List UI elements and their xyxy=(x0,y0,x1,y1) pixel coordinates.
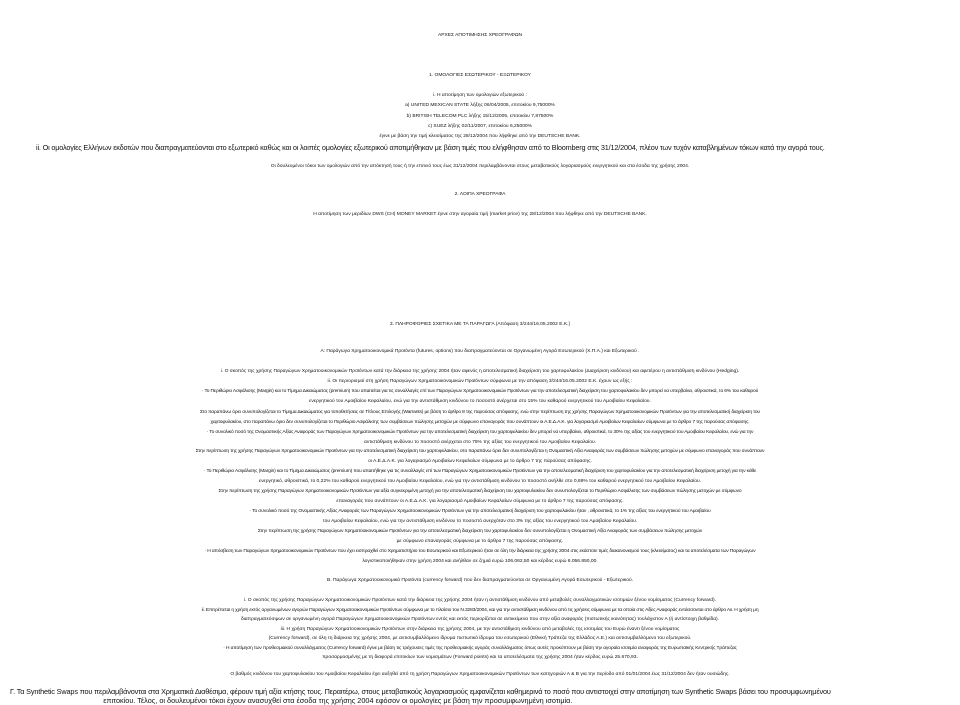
section-1-interest: Οι δουλευμένοι τόκοι των ομολογιών από την απόκτησή τους ή την επιτειό τους έως 31/12/2004 περιλαμβάνονται στους μεταβατικούς λογαριασμούς ενεργητικού και στα έσοδα της χρήσης 2004. xyxy=(270,164,690,169)
section-2-heading: 2. ΛΟΙΠΑ ΧΡΕΟΓΡΑΦΑ xyxy=(454,192,506,197)
text-line: · Το Περιθώριο Ασφάλισης (Margin) και το Τίμημα Δικαιώματος (premium) που απαιτείται για τις συναλλαγές επί των Παραγώγων Χρηματοοικονομικών Προϊόντων για την αποτελεσματική διαχείριση του χαρτοφυλακίου δεν μπορεί να υπερβαίνει, αθροιστικά, το 6% του καθαρού xyxy=(201,389,759,394)
risk-statement: Ο βαθμός κινδύνου του χαρτοφυλακίου του Αμοιβαίου Κεφαλαίου έχει αυξηθεί από τη χρήση Παραγώγων Χρηματοοικονομικών Προϊόντων των κατηγοριών Α & Β για την περίοδο από 01/01/2004 έως 31/12/2004 δεν ήταν ουσιώδης. xyxy=(230,672,730,677)
text-line: ενεργητικού του Αμοιβαίου Κεφαλαίου, ενώ για την αντιστάθμιση κινδύνου το ποσοστό ανέρχεται στο 15% του καθαρού ενεργητικού του Αμοιβαίου Κεφαλαίου. xyxy=(309,399,651,404)
text-line: Στην περίπτωση της χρήσης Παραγώγων Χρηματοοικονομικών Προϊόντων για αξία συγκεκριμένη μετοχή για την αποτελεσματική διαχείριση του χαρτοφυλακίου δεν συνυπολογίζεται το Περιθώριο Ασφάλισης των συμβάσεων πώλησης μετοχών με σύμφωνο xyxy=(218,489,742,494)
text-line: · Το συνολικό ποσό της Ονομαστικής Αξίας Αναφοράς των Παραγώγων Χρηματοοικονομικών Προϊόντων για την αποτελεσματική διαχείριση του χαρτοφυλακίου ήταν , αθροιστικά, το 1% της αξίας του ενεργητικού του Αμοιβαίου xyxy=(249,509,711,514)
section-2-text: Η αποτίμηση των μεριδίων DWS (CH) MONEY MARKET έγινε στην αγοραία τιμή (market price) της 28/12/2004 που λήφθηκε από την DEUTSCHE BANK. xyxy=(313,212,647,217)
text-line: Στην περίπτωση της χρήσης Παραγώγων Χρηματοοικονομικών Προϊόντων για την αποτελεσματική διαχείριση του χαρτοφυλακίου, στο παραπάνω όριο δεν συνυπολογίζεται η Ονομαστική Αξία Αναφοράς των συμβάσεων πώλησης μετοχών με σύμφωνο επαναγοράς που συνάπτουν xyxy=(195,449,765,454)
list-item: a) UNITED MEXICAN STATE λήξης 06/04/2005, επιτοκίου 9,75000% xyxy=(405,103,555,108)
top-cut-text xyxy=(0,0,960,4)
text-line: Στην περίπτωση της χρήσης Παραγώγων Χρηματοοικονομικών Προϊόντων για την αποτελεσματική διαχείριση του χαρτοφυλακίου δεν συνυπολογίζεται η Ονομαστική Αξία Αναφοράς των συμβάσεων πώλησης μετοχών xyxy=(257,529,703,534)
text-line: Στο παραπάνω όριο συνυπολογίζεται το Τίμημα Δικαιώματος για τοποθετήσεις σε Τίτλους Επιλογής (Warrants) με βάση το άρθρο 8 της παρούσας απόφασης, ενώ στην περίπτωση της χρήσης Παραγώγων Χρηματοοικονομικών Προϊόντων για την αποτελεσματική διαχείριση του xyxy=(200,410,760,415)
section-3-sub-b: B. Παράγωγα Χρηματοοικονομικά Προϊόντα (currency forward) που δεν διαπραγματεύονται σε Οργανωμένη Αγορά Εσωτερικού - Εξωτερικού. xyxy=(326,578,634,583)
text-line: i. Ο σκοπός της χρήσης Παραγώγων Χρηματοοικονομικών Προϊόντων κατά την διάρκεια της χρήσης 2004 ήταν αφενός η αποτελεσματική διαχείριση του χαρτοφυλακίου (Διαχείριση κινδύνου) και αφετέρου η αντιστάθμιση κινδύνου (Hedging). xyxy=(220,369,740,374)
document-title: ΑΡΧΕΣ ΑΠΟΤΙΜΗΣΗΣ ΧΡΕΟΓΡΑΦΩΝ xyxy=(437,33,523,38)
text-line: · Η αποτίμηση των προθεσμιακού συναλλάγματος (Currency forward) έγινε με βάση τις τρέχουσες τιμές της προθεσμιακής αγοράς συναλλάγματος όπως αυτές προκύπτουν με βάση την αγοραία ισοτιμία αναφοράς της Ευρωπαϊκής Κεντρικής Τράπεζας xyxy=(223,646,737,651)
text-line: · Το Περιθώριο Ασφάλισης (Margin) και το Τίμημα Δικαιώματος (premium) που απαιτήθηκε για τις συναλλαγές επί των Παραγώγων Χρηματοοικονομικών Προϊόντων για την αποτελεσματική διαχείριση του χαρτοφυλακίου για την αποτελεσματική διαχείριση μετοχή για την κάθε xyxy=(203,469,757,474)
text-line: προσαρμοσμένης με τη διαφορά επιτοκίων των νομισμάτων (Forward points) και τα αποτελέσματα της χρήσης 2004 ήταν κέρδος ευρώ 25.670,93. xyxy=(322,655,638,660)
text-line: επαναγοράς που συνάπτουν οι Α.Ε.Δ.Α.Κ. για λογαριασμό Αμοιβαίων Κεφαλαίων σύμφωνα με το άρθρο 7 της παρούσας απόφασης. xyxy=(336,499,624,504)
section-1-intro: i. Η αποτίμηση των ομολογιών εξωτερικού : xyxy=(433,93,527,98)
text-line: i. Ο σκοπός της χρήσης Παραγώγων Χρηματοοικονομικών Προϊόντων κατά την διάρκεια της χρήσης 2004 ήταν η αντιστάθμιση κινδύνου από μεταβολές συναλλαγματικών ισοτιμιών ξένου νομίσματος (Currency forward). xyxy=(243,598,717,603)
text-line: · Το συνολικό ποσό της Ονομαστικής Αξίας Αναφοράς των Παραγώγων Χρηματοοικονομικών Προϊόντων για την αποτελεσματική διαχείριση του χαρτοφυλακίου δεν μπορεί να υπερβαίνει, αθροιστικά, το 30% της αξίας του ενεργητικού του Αμοιβαίου Κεφαλαίου, ενώ για την xyxy=(206,430,754,435)
section-3-sub-g-cont: επιτοκίου. Τέλος, οι δουλευμένοι τόκοι έχουν ανασυχθεί στα έσοδα της χρήσης 2004 εφόσον οι ομολογίες με βάση την προσυμφωνημένη ισοτιμία. xyxy=(10,696,573,705)
section-3-sub-g: Γ. Τα Synthetic Swaps που περιλαμβάνονται στα Χρηματικά Διαθέσιμα, φέρουν τιμή αξία κτήσης τους. Περαιτέρω, στους μεταβατικούς λογαριασμούς εμφανίζεται καθημερινά το ποσό που αντιστοιχεί στην αποτίμηση των Synthetic Swaps βάσει του προσυμφωνημένου xyxy=(10,687,831,696)
section-1-basis: έγινε με βάση την τιμή κλεισίματος της 28/12/2004 που λήφθηκε από την DEUTSCHE BANK. xyxy=(379,134,581,139)
text-line: (Currency forward), σε όλη τη διάρκεια της χρήσης 2004, με αντισυμβαλλόμενο ίδρυμα πιστωτικό ίδρυμα του εσωτερικού (Εθνική Τράπεζα της Ελλάδος Α.Ε.) και αντισυμβαλλόμενο του εξωτερικού. xyxy=(268,636,692,641)
text-line: ενεργητικό, αθροιστικά, το 0,22% του καθαρού ενεργητικού του Αμοιβαίου Κεφαλαίου, ενώ για την αντιστάθμιση κινδύνου το ποσοστό ανήλθε στο 0,69% του καθαρού ενεργητικού του Αμοιβαίου Κεφαλαίου. xyxy=(258,479,702,484)
section-1-ii: ii. Οι ομολογίες Ελλήνων εκδοτών που διαπραγματεύονται στο εξωτερικό καθώς και οι λοιπές ομολογίες εξωτερικού αποτιμήθηκαν με βάση τιμές που ελήφθησαν από το Bloomberg στις 31/12/2004, πλέον των τυχόν καταβλημένων τόκων κατά την αγορά τους. xyxy=(36,143,825,152)
text-line: λογιστικοποιήθηκαν στην χρήση 2004 και ανήλθαν σε ζημιά ευρώ 106.062,50 και κέρδος ευρώ 6.056.850,00. xyxy=(362,559,598,564)
list-item: b) BRITISH TELECOM PLC λήξης 15/12/2005, επιτοκίου 7,87500% xyxy=(406,114,554,119)
section-3-sub-a: Α: Παράγωγα Χρηματοοικονομικά Προϊόντα (futures, options) που διαπραγματεύονται σε Οργανωμένη Αγορά Εσωτερικού (Χ.Π.Α.) και Εξωτερικού . xyxy=(320,349,640,354)
text-line: αντιστάθμιση κινδύνου το ποσοστό ανέρχεται στο 75% της αξίας του ενεργητικού του Αμοιβαίου Κεφαλαίου. xyxy=(364,440,596,445)
text-line: χαρτοφυλακίου, στο παραπάνω όριο δεν συνυπολογίζεται το Περιθώριο Ασφάλισης των συμβάσεων πώλησης μετοχών με σύμφωνο επαναγοράς που συνάπτουν οι Α.Ε.Δ.Α.Κ. για λογαριασμό Αμοιβαίων Κεφαλαίων σύμφωνα με το άρθρο 7 της παρούσας απόφασης. xyxy=(210,420,750,425)
section-3-heading: 3. ΠΛΗΡΟΦΟΡΙΕΣ ΣΧΕΤΙΚΑ ΜΕ ΤΑ ΠΑΡΑΓΩΓΑ (Απόφαση 3/244/16.05.2002 Ε.Κ.) xyxy=(389,322,571,327)
text-line: με σύμφωνο επαναγοράς σύμφωνα με το άρθρο 7 της παρούσας απόφασης. xyxy=(396,539,564,544)
text-line: του Αμοιβαίου Κεφαλαίου, ενώ για την αντιστάθμιση κινδύνου το ποσοστό ανερχόταν στο 3% της αξίας του ενεργητικού του Αμοιβαίου Κεφαλαίου. xyxy=(322,519,638,524)
section-1-heading: 1. ΟΜΟΛΟΓΙΕΣ ΕΣΩΤΕΡΙΚΟΥ - ΕΞΩΤΕΡΙΚΟΥ xyxy=(429,73,531,78)
text-line: ii. Επιτρέπεται η χρήση εκτός οργανωμένων αγορών Παραγώγων Χρηματοοικονομικών Προϊόντων σύμφωνα με το πλαίσιο του Ν.3283/2004, και για την αντιστάθμιση κινδύνου από τις χρήσεις σύμφωνα με τα οποία στις Αξίες Αναφοράς εντάσσονται στο άρθρο Αιι. Η χρήση μη xyxy=(201,608,759,613)
text-line: ii. Οι περιορισμοί στη χρήση Παραγώγων Χρηματοοικονομικών Προϊόντων σύμφωνα με την απόφαση 3/244/16.05.2002 Ε.Κ. έχουν ως εξής : xyxy=(327,379,633,384)
text-line: οι Α.Ε.Δ.Α.Κ. για λογαριασμό Αμοιβαίων Κεφαλαίων σύμφωνα με το άρθρο 7 της παρούσας απόφασης. xyxy=(368,459,592,464)
text-line: iii. Η χρήση Παραγώγων Χρηματοοικονομικών Προϊόντων στην διάρκεια της χρήσης 2004, με την αντιστάθμιση κινδύνου από μεταβολές της ισοτιμίας του Ευρώ έναντι ξένου νομίσματος xyxy=(280,627,680,632)
list-item: c) SUEZ λήξης 02/11/2007, επιτοκίου 6,25000% xyxy=(428,124,532,129)
text-line: διαπραγματεύσιμων σε οργανωμένη αγορά Παραγώγων Χρηματοοικονομικών Προϊόντων εντός και εκτός περιορίζεται σε αντικείμενα που στην αξία αναφοράς (πιστωτικής ικανότητας) τουλάχιστον Α (ή αντίστοιχη βαθμίδα). xyxy=(240,617,720,622)
text-line: · Η απόσβεση των Παραγώγων Χρηματοοικονομικών Προϊόντων που έχει εισπραχθεί στο Χρηματιστήριο του Εσωτερικού και Εξωτερικού ήταν σε όλη την διάρκεια της χρήσης 2004 στις εκάστοτε τιμές διακανονισμού τους (κλεισίματος) και τα αποτελέσματα των Παραγώγων xyxy=(204,549,756,554)
